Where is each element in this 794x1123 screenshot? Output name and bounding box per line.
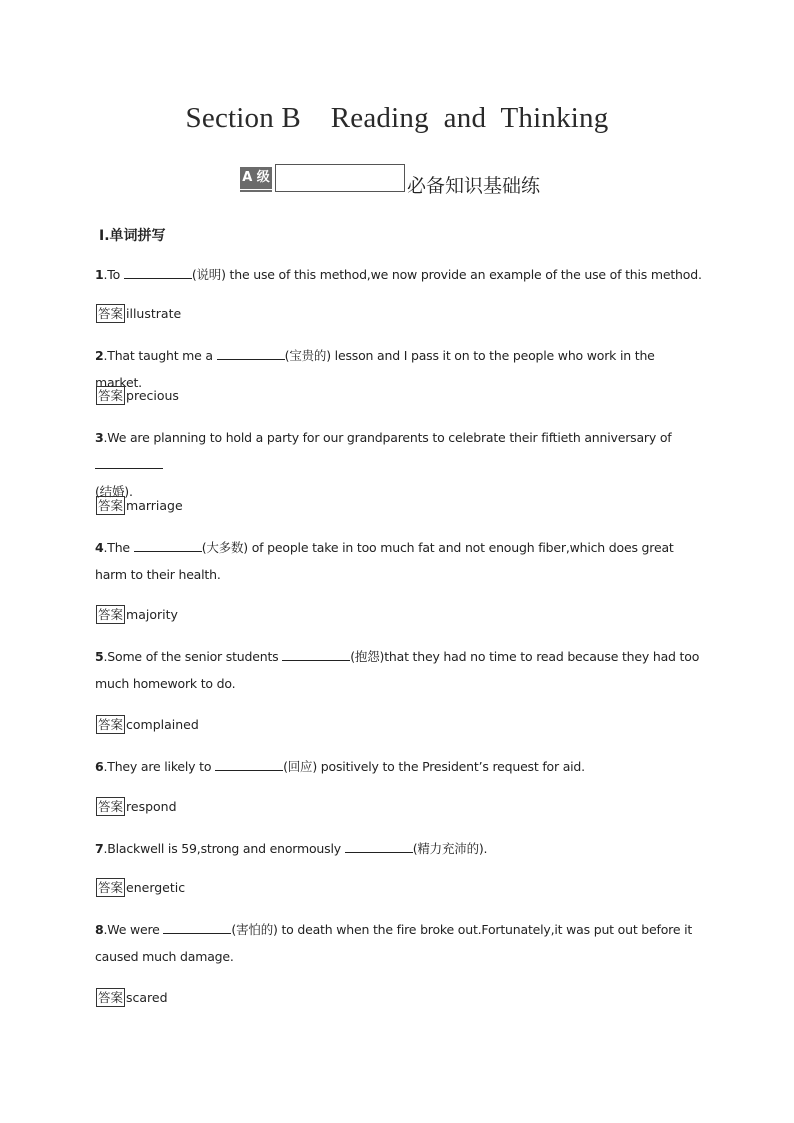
question-text-before: .The — [103, 540, 134, 555]
page-title: Section B Reading and Thinking — [185, 102, 609, 134]
answer-blank — [282, 648, 350, 661]
question-text-before: .To — [103, 267, 124, 282]
level-title: 必备知识基础练 — [407, 175, 541, 197]
question-text-after: (结婚). — [95, 484, 133, 499]
answer-blank — [134, 539, 202, 552]
answer-tag: 答案 — [98, 306, 124, 321]
question-text-before: .Some of the senior students — [103, 649, 283, 664]
question-text-after: (回应) positively to the President’s request for aid. — [283, 759, 585, 774]
question-text-before: .That taught me a — [103, 348, 217, 363]
question-text-before: .Blackwell is 59,strong and enormously — [103, 841, 345, 856]
answer-5 — [96, 715, 199, 734]
answer-blank — [345, 840, 413, 853]
answer-text: marriage — [126, 498, 183, 513]
section-heading: Ⅰ.单词拼写 — [99, 228, 166, 244]
answer-blank — [124, 266, 192, 279]
answer-tag: 答案 — [98, 717, 124, 732]
answer-3 — [96, 496, 183, 515]
answer-tag: 答案 — [98, 388, 124, 403]
question-text-before: .They are likely to — [103, 759, 216, 774]
answer-text: respond — [126, 799, 177, 814]
question-8 — [95, 916, 705, 970]
question-text-after: (抱怨)that they had no time to read because they had too much homework to do. — [95, 649, 700, 691]
answer-blank — [95, 456, 163, 469]
question-text-after: (宝贵的) lesson and I pass it on to the people who work in the market. — [95, 348, 655, 390]
answer-1 — [96, 304, 181, 323]
question-number: 4 — [95, 540, 104, 555]
answer-tag: 答案 — [98, 799, 124, 814]
question-text-after: (大多数) of people take in too much fat and not enough fiber,which does great harm to their health. — [95, 540, 674, 582]
answer-text: illustrate — [126, 306, 182, 321]
answer-6 — [96, 797, 177, 816]
question-text-after: (害怕的) to death when the fire broke out.Fortunately,it was put out before it caused much damage. — [95, 922, 693, 964]
question-2 — [95, 342, 705, 396]
question-text-before: .We are planning to hold a party for our grandparents to celebrate their fiftieth anniversary of — [103, 430, 672, 445]
question-1 — [95, 261, 705, 288]
answer-8 — [96, 988, 168, 1007]
answer-text: complained — [126, 717, 199, 732]
question-number: 2 — [95, 348, 104, 363]
answer-7 — [96, 878, 185, 897]
answer-tag: 答案 — [98, 498, 124, 513]
question-number: 7 — [95, 841, 104, 856]
question-3 — [95, 424, 705, 505]
question-5 — [95, 643, 705, 697]
question-number: 6 — [95, 759, 104, 774]
question-text-after: (说明) the use of this method,we now provide an example of the use of this method. — [191, 267, 702, 282]
question-7 — [95, 835, 705, 862]
level-score-box — [275, 164, 405, 192]
answer-text: scared — [126, 990, 168, 1005]
answer-2 — [96, 386, 179, 405]
answer-text: energetic — [126, 880, 186, 895]
answer-blank — [217, 347, 285, 360]
question-number: 5 — [95, 649, 104, 664]
answer-blank — [215, 758, 283, 771]
answer-blank — [163, 921, 231, 934]
answer-tag: 答案 — [98, 880, 124, 895]
answer-tag: 答案 — [98, 990, 124, 1005]
question-text-after: (精力充沛的). — [412, 841, 488, 856]
question-number: 1 — [95, 267, 104, 282]
answer-tag: 答案 — [98, 607, 124, 622]
level-badge: A 级 — [240, 167, 272, 189]
question-number: 8 — [95, 922, 104, 937]
answer-text: majority — [126, 607, 178, 622]
answer-text: precious — [126, 388, 179, 403]
question-text-before: .We were — [103, 922, 164, 937]
question-6 — [95, 753, 705, 780]
question-number: 3 — [95, 430, 104, 445]
level-badge-underline — [240, 190, 272, 192]
question-4 — [95, 534, 705, 588]
answer-4 — [96, 605, 178, 624]
